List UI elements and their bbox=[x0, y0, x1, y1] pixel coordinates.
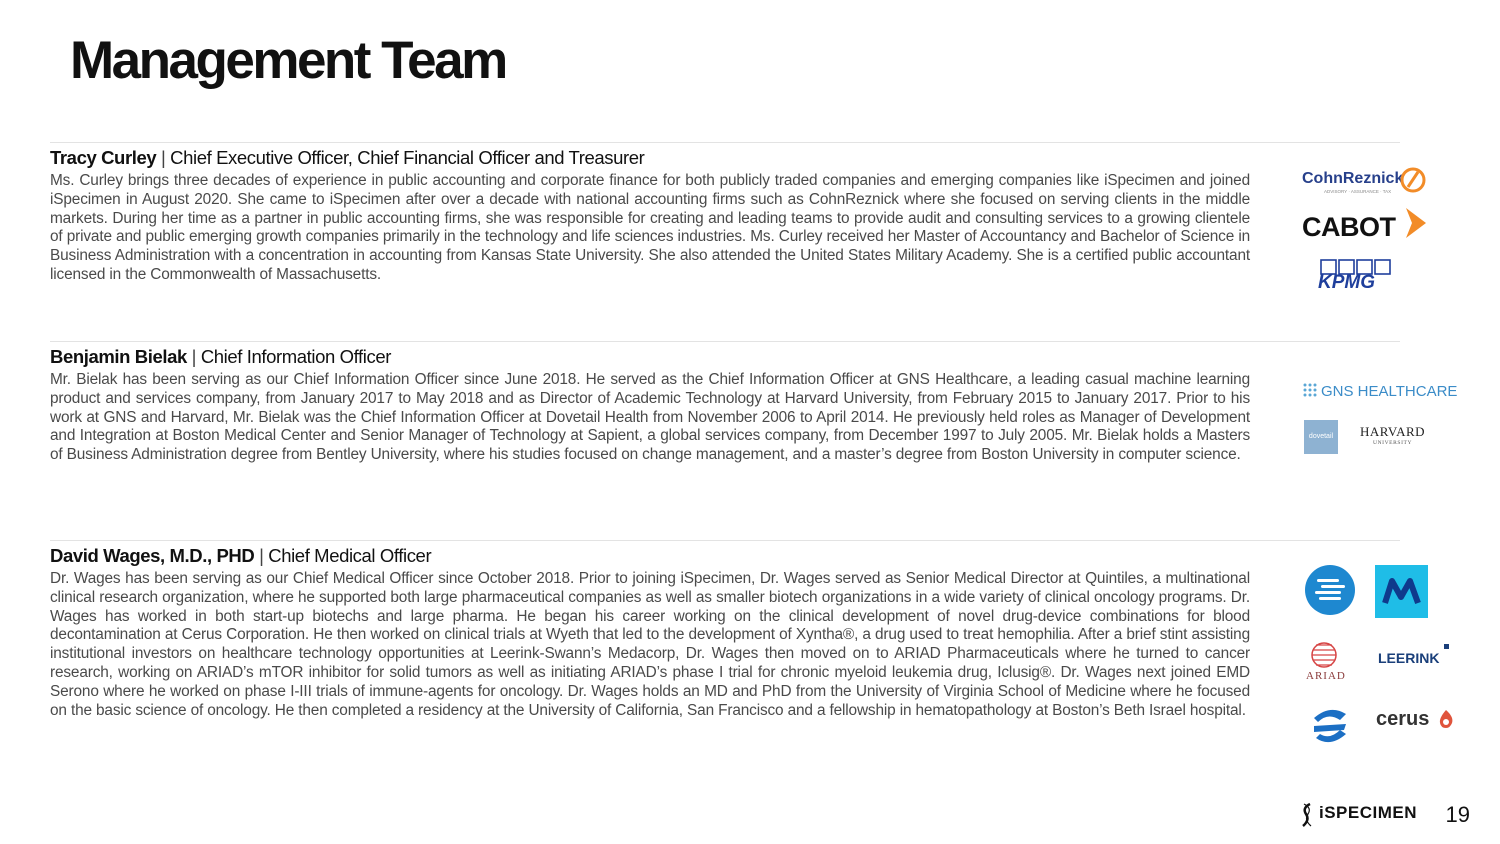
leerink-logo: LEERINK bbox=[1378, 650, 1439, 668]
person-name: Tracy Curley bbox=[50, 147, 157, 168]
person-section-curley bbox=[50, 146, 1250, 285]
cerus-flame-icon bbox=[1437, 709, 1455, 729]
gns-dots-icon bbox=[1302, 382, 1320, 400]
leerink-square-icon bbox=[1444, 644, 1449, 649]
separator: | bbox=[259, 545, 264, 566]
person-bio: Ms. Curley brings three decades of experience in public accounting and corporate finance for both publicly traded companies and emerging companies like iSpecimen and joined iSpecimen in August 2020. She came to iSpecimen after over a decade with national accounting firms such as CohnReznick where she focused on serving clients in the middle markets. During her time as a partner in public accounting firms, she was responsible for creating and leading teams to provide audit and consulting services to a growing clientele of private and public emerging growth companies primarily in the technology and life sciences industries. Ms. Curley received her Master of Accountancy and Bachelor of Science in Business Administration with a concentration in accounting from Kansas State University. She also attended the United States Military Academy. She is a certified public accountant licensed in the Commonwealth of Massachusetts. bbox=[50, 172, 1250, 283]
cabot-arrow-icon bbox=[1404, 206, 1428, 240]
person-role: Chief Medical Officer bbox=[268, 545, 432, 566]
separator: | bbox=[161, 147, 166, 168]
page-title: Management Team bbox=[70, 31, 506, 90]
harvard-logo: HARVARD UNIVERSITY bbox=[1360, 424, 1426, 446]
footer-brand: iSPECIMEN bbox=[1319, 803, 1418, 822]
wyeth-logo-icon bbox=[1308, 704, 1352, 746]
cohnreznick-mark-icon bbox=[1400, 167, 1426, 193]
person-section-wages bbox=[50, 544, 1250, 720]
emd-serono-logo-icon bbox=[1375, 565, 1428, 618]
page-number: 19 bbox=[1445, 802, 1470, 827]
person-name: David Wages, M.D., PHD bbox=[50, 545, 255, 566]
cerus-logo: cerus bbox=[1376, 708, 1429, 731]
person-section-bielak bbox=[50, 345, 1250, 465]
dovetail-logo: dovetail bbox=[1304, 420, 1338, 454]
section-divider bbox=[50, 540, 1400, 541]
gns-healthcare-logo: GNS HEALTHCARE bbox=[1302, 383, 1457, 401]
cabot-logo: CABOT bbox=[1302, 212, 1396, 243]
person-role: Chief Executive Officer, Chief Financial Officer and Treasurer bbox=[170, 147, 645, 168]
kpmg-logo: KPMG bbox=[1318, 260, 1375, 282]
cohnreznick-logo: CohnReznick ADVISORY · ASSURANCE · TAX bbox=[1302, 170, 1403, 194]
person-bio: Dr. Wages has been serving as our Chief Medical Officer since October 2018. Prior to joining iSpecimen, Dr. Wages served as Senior Medical Director at Quintiles, a multinational clinical research organization, where he supported both large pharmaceutical companies as well as smaller biotech organizations in a wide variety of clinical oncology programs. Dr. Wages has worked in both start-up biotechs and large pharma. He began his career working on the clinical development of novel drug-device combinations for blood decontamination at Cerus Corporation. He then worked on clinical trials at Wyeth that led to the development of Xyntha®, a drug used to treat hemophilia. After a brief stint assisting institutional investors on healthcare technology opportunities at Leerink-Swann’s Medacorp, Dr. Wages then moved on to ARIAD Pharmaceuticals where he turned to cancer research, working on ARIAD’s mTOR inhibitor for solid tumors as well as initiating ARIAD’s phase I trial for chronic myeloid leukemia drug, Iclusig®. Dr. Wages next joined EMD Serono where he worked on phase I-III trials of immune-agents for oncology. Dr. Wages holds an MD and PhD from the University of Virginia School of Medicine where he focused on the basic science of oncology. He then completed a residency at the University of California, San Francisco and a fellowship in hematopathology at Boston’s Beth Israel hospital. bbox=[50, 570, 1250, 719]
ariad-logo: ARIAD bbox=[1306, 640, 1366, 684]
separator: | bbox=[191, 346, 197, 367]
person-name: Benjamin Bielak bbox=[50, 346, 187, 367]
ariad-sphere-icon bbox=[1310, 640, 1338, 672]
person-bio: Mr. Bielak has been serving as our Chief Information Officer since June 2018. He served as the Chief Information Officer at GNS Healthcare, a leading casual machine learning product and services company, from January 2017 to May 2018 and as Director of Academic Technology at Harvard University, from February 2015 to January 2017. Prior to his work at GNS and Harvard, Mr. Bielak was the Chief Information Officer at Dovetail Health from November 2006 to April 2014. He previously held roles as Manager of Development and Integration at Boston Medical Center and Senior Manager of Technology at Sapient, a global services company, from December 1997 to July 2005. Mr. Bielak holds a Masters of Business Administration degree from Bentley University, where his studies focused on change management, and a master’s degree from Boston University in computer science. bbox=[50, 371, 1250, 464]
quintiles-logo-icon bbox=[1305, 565, 1355, 615]
section-divider bbox=[50, 142, 1400, 143]
section-divider bbox=[50, 341, 1400, 342]
person-role: Chief Information Officer bbox=[200, 346, 391, 367]
